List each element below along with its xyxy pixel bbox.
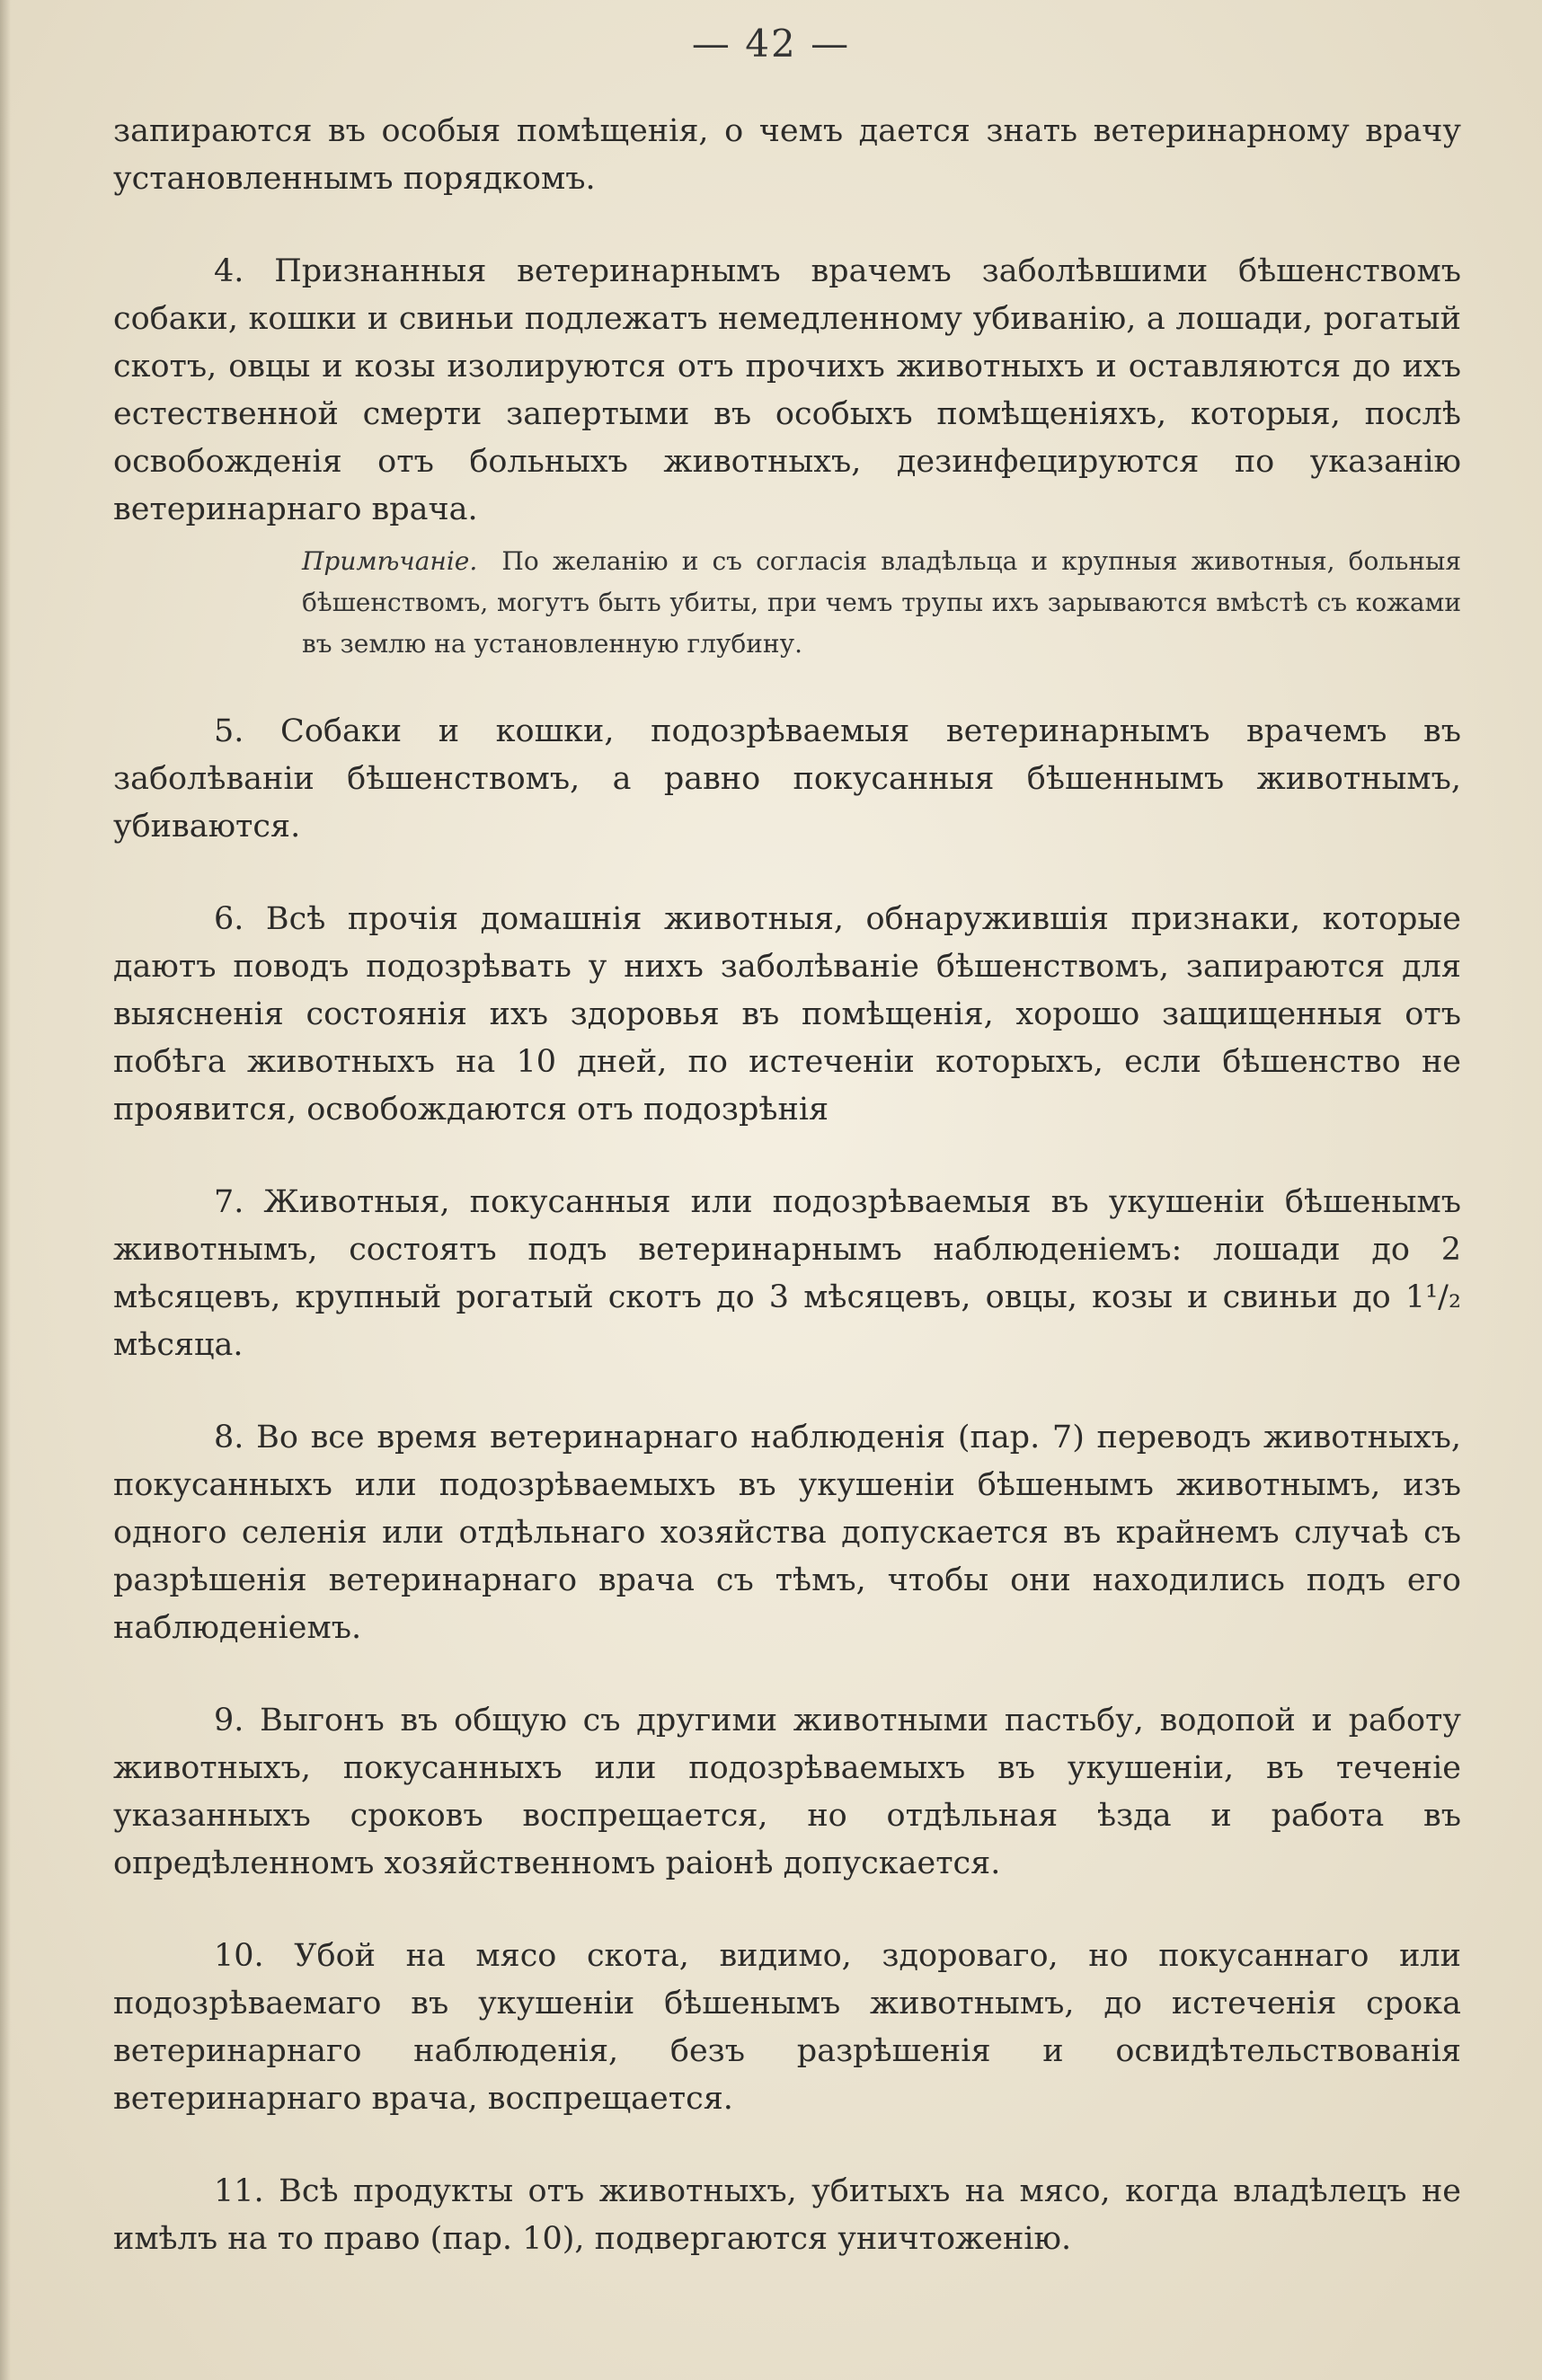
note-text: По желанію и съ согласія владѣльца и крупныя животныя, больныя бѣшенствомъ, могутъ быть убиты, при чемъ трупы ихъ зарываются вмѣстѣ съ кожами въ землю на установленную глубину. — [302, 546, 1461, 659]
paragraph-10: 10. Убой на мясо скота, видимо, здороваго, но покусаннаго или подозрѣваемаго въ укушеніи бѣшенымъ животнымъ, до истеченія срока ветеринарнаго наблюденія, безъ разрѣшенія и освидѣтельствованія ветеринарнаго врача, воспрещается. — [113, 1938, 1461, 2117]
note-label: Примѣчаніе. — [302, 546, 478, 576]
page-edge-shadow — [0, 0, 11, 2380]
paragraph-11: 11. Всѣ продукты отъ животныхъ, убитыхъ на мясо, когда владѣлецъ не имѣлъ на то право (пар. 10), подвергаются уничтоженію. — [113, 2173, 1461, 2257]
page-number: — 42 — — [691, 22, 851, 66]
note-block — [302, 541, 1461, 665]
paragraph-7: 7. Животныя, покусанныя или подозрѣваемыя въ укушеніи бѣшенымъ животнымъ, состоятъ подъ ветеринарнымъ наблюденіемъ: лошади до 2 мѣсяцевъ, крупный рогатый скотъ до 3 мѣсяцевъ, овцы, козы и свиньи до 1¹/₂ мѣсяца. — [113, 1184, 1461, 1363]
paragraph-6: 6. Всѣ прочія домашнія животныя, обнаружившія признаки, которые даютъ поводъ подозрѣвать у нихъ заболѣваніе бѣшенствомъ, запираются для выясненія состоянія ихъ здоровья въ помѣщенія, хорошо защищенныя отъ побѣга животныхъ на 10 дней, по истеченіи которыхъ, если бѣшенство не проявится, освобождаются отъ подозрѣнія — [113, 901, 1461, 1128]
paragraph-continuation: запираются въ особыя помѣщенія, о чемъ дается знать ветеринарному врачу установленнымъ порядкомъ. — [113, 113, 1461, 197]
page-body — [113, 108, 1461, 2263]
paragraph-4: 4. Признанныя ветеринарнымъ врачемъ заболѣвшими бѣшенствомъ собаки, кошки и свиньи подлежатъ немедленному убиванію, а лошади, рогатый скотъ, овцы и козы изолируются отъ прочихъ животныхъ и оставляются до ихъ естественной смерти запертыми въ особыхъ помѣщеніяхъ, которыя, послѣ освобожденія отъ больныхъ животныхъ, дезинфецируются по указанію ветеринарнаго врача. — [113, 253, 1461, 527]
paragraph-8: 8. Во все время ветеринарнаго наблюденія (пар. 7) переводъ животныхъ, покусанныхъ или подозрѣваемыхъ въ укушеніи бѣшенымъ животнымъ, изъ одного селенія или отдѣльнаго хозяйства допускается въ крайнемъ случаѣ съ разрѣшенія ветеринарнаго врача съ тѣмъ, чтобы они находились подъ его наблюденіемъ. — [113, 1420, 1461, 1646]
paragraph-9: 9. Выгонъ въ общую съ другими животными пастьбу, водопой и работу животныхъ, покусанныхъ или подозрѣваемыхъ въ укушеніи, въ теченіе указанныхъ сроковъ воспрещается, но отдѣльная ѣзда и работа въ опредѣленномъ хозяйственномъ раіонѣ допускается. — [113, 1703, 1461, 1881]
paragraph-5: 5. Собаки и кошки, подозрѣваемыя ветеринарнымъ врачемъ въ заболѣваніи бѣшенствомъ, а равно покусанныя бѣшеннымъ животнымъ, убиваются. — [113, 713, 1461, 845]
